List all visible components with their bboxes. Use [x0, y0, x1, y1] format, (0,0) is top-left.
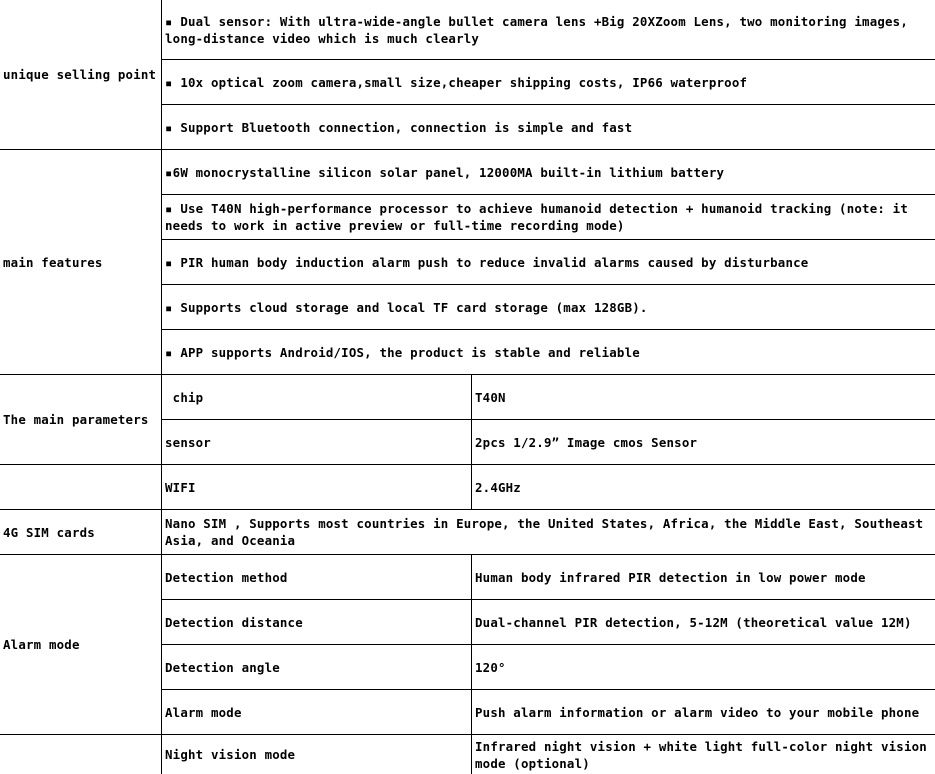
- section-label-sim: 4G SIM cards: [3, 524, 95, 540]
- alarm-label: Detection angle: [165, 659, 280, 675]
- param-value: T40N: [475, 389, 506, 405]
- alarm-label: Alarm mode: [165, 704, 242, 720]
- usp-item: ▪ Support Bluetooth connection, connection is simple and fast: [165, 119, 633, 135]
- alarm-value: Dual-channel PIR detection, 5-12M (theoretical value 12M): [475, 614, 912, 630]
- feature-item: ▪ Supports cloud storage and local TF card storage (max 128GB).: [165, 299, 648, 315]
- feature-item: ▪ Use T40N high-performance processor to achieve humanoid detection + humanoid tracking (note: it needs to work in active preview or full-time recording mode): [165, 201, 908, 233]
- param-label: sensor: [165, 434, 211, 450]
- alarm-value: Human body infrared PIR detection in low power mode: [475, 569, 866, 585]
- param-label: chip: [165, 389, 204, 405]
- alarm-label: Detection method: [165, 569, 288, 585]
- usp-item: ▪ 10x optical zoom camera,small size,cheaper shipping costs, IP66 waterproof: [165, 74, 748, 90]
- alarm-label: Detection distance: [165, 614, 303, 630]
- section-label-features: main features: [3, 254, 103, 270]
- param-value: 2pcs 1/2.9” Image cmos Sensor: [475, 434, 698, 450]
- alarm-value: Infrared night vision + white light full-color night vision mode (optional): [475, 738, 927, 771]
- feature-item: ▪ PIR human body induction alarm push to reduce invalid alarms caused by disturbance: [165, 254, 809, 270]
- feature-item: ▪6W monocrystalline silicon solar panel, 12000MA built-in lithium battery: [165, 164, 725, 180]
- alarm-value: 120°: [475, 659, 506, 675]
- section-label-alarm: Alarm mode: [3, 637, 80, 652]
- section-label-usp: unique selling point: [3, 67, 157, 82]
- feature-item: ▪ APP supports Android/IOS, the product is stable and reliable: [165, 344, 640, 360]
- section-label-params: The main parameters: [3, 412, 149, 427]
- alarm-label: Night vision mode: [165, 747, 296, 762]
- param-value: 2.4GHz: [475, 479, 521, 495]
- sim-value: Nano SIM , Supports most countries in Europe, the United States, Africa, the Middle East, Southeast Asia, and Oceania: [165, 516, 924, 548]
- alarm-value: Push alarm information or alarm video to your mobile phone: [475, 704, 920, 720]
- usp-item: ▪ Dual sensor: With ultra-wide-angle bullet camera lens +Big 20XZoom Lens, two monitoring images, long-distance video which is much clearly: [165, 13, 908, 46]
- param-label: WIFI: [165, 479, 196, 495]
